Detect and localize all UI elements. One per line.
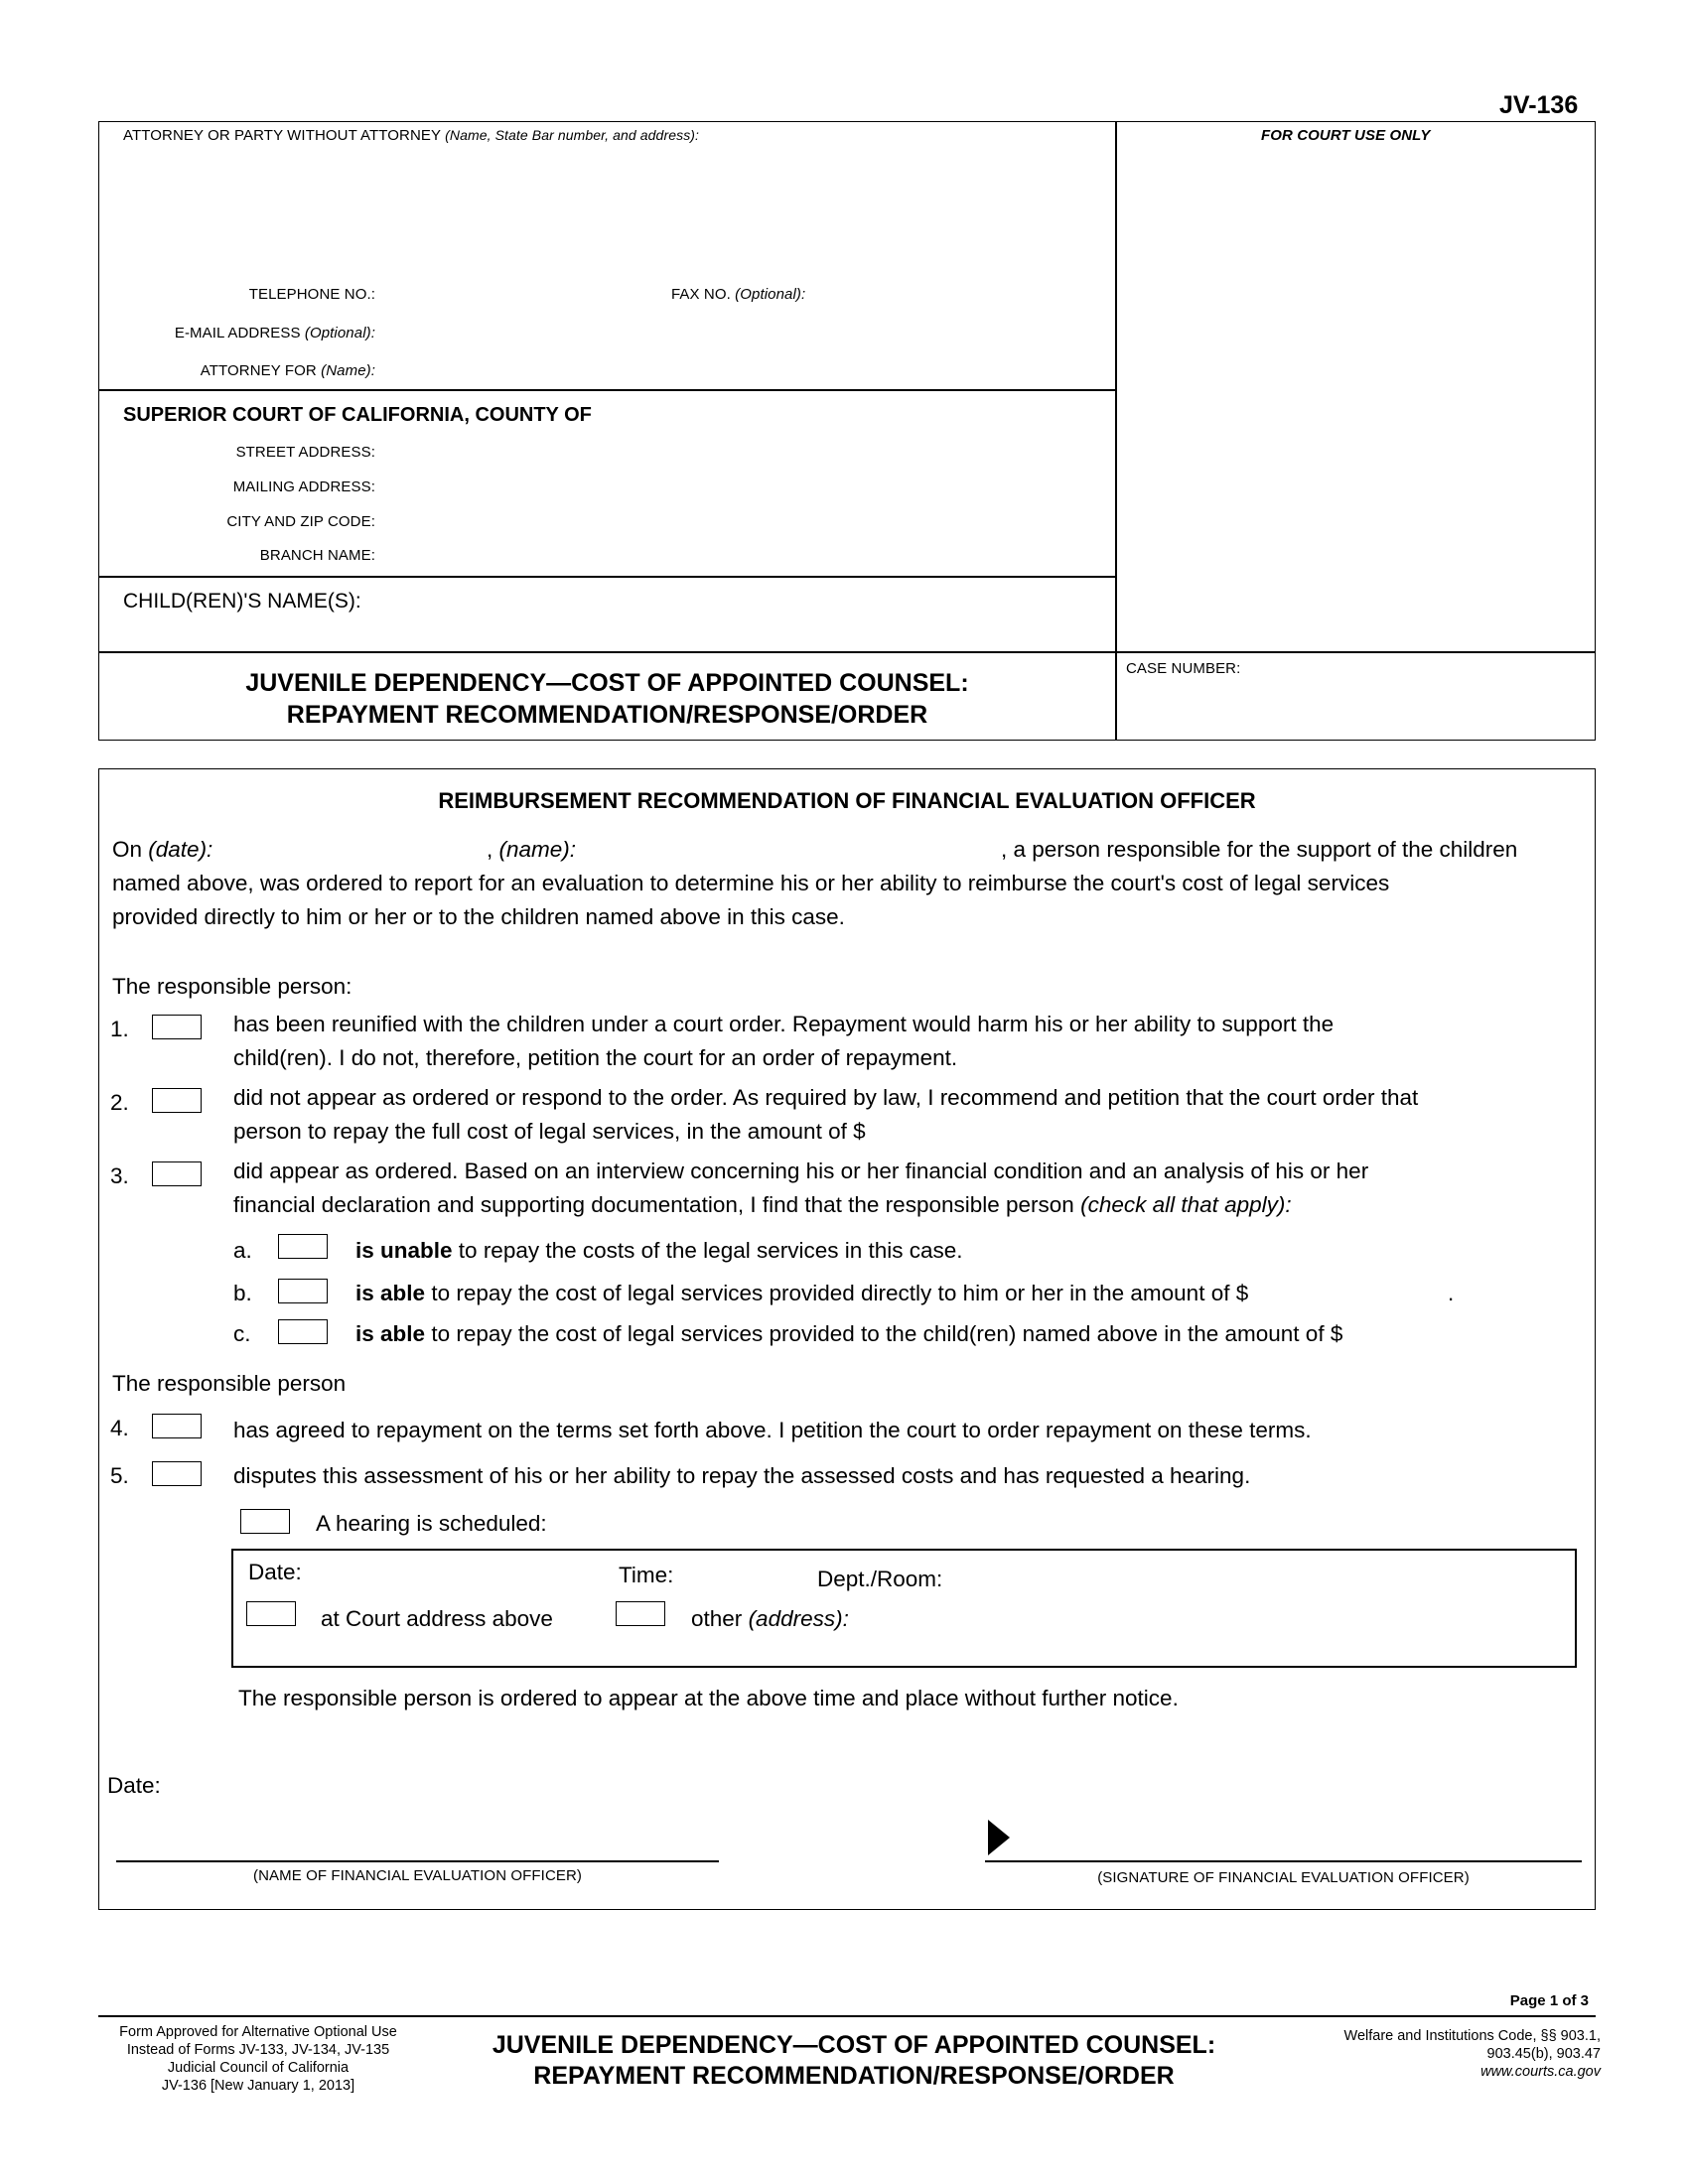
footer-right: Welfare and Institutions Code, §§ 903.1, 903.45(b), 903.47 www.courts.ca.gov — [1241, 2027, 1601, 2081]
item-4-number: 4. — [110, 1416, 129, 1440]
hearing-scheduled-label: A hearing is scheduled: — [316, 1511, 547, 1536]
item-3-checkbox[interactable] — [152, 1161, 202, 1186]
signature-arrow-icon — [988, 1820, 1010, 1855]
responsible-person-label-2: The responsible person — [112, 1371, 347, 1396]
item-4-checkbox[interactable] — [152, 1414, 202, 1438]
item-3-line-1: did appear as ordered. Based on an interview concerning his or her financial condition and an analysis of his or her — [233, 1159, 1369, 1183]
item-3-number: 3. — [110, 1163, 129, 1188]
intro-line-1: On (date): — [112, 837, 213, 862]
hearing-dept-label: Dept./Room: — [817, 1567, 943, 1591]
item-2-line-1: did not appear as ordered or respond to the order. As required by law, I recommend and petition that the court order that — [233, 1085, 1419, 1110]
form-title: JUVENILE DEPENDENCY—COST OF APPOINTED COUNSEL: REPAYMENT RECOMMENDATION/RESPONSE/ORDER — [245, 669, 969, 729]
ordered-notice: The responsible person is ordered to appear at the above time and place without further notice. — [238, 1686, 1179, 1710]
footer-website[interactable]: www.courts.ca.gov — [1480, 2064, 1601, 2080]
item-5-checkbox[interactable] — [152, 1461, 202, 1486]
court-name: SUPERIOR COURT OF CALIFORNIA, COUNTY OF — [123, 404, 592, 426]
caption-frame — [98, 121, 1596, 741]
attorney-for-label: ATTORNEY FOR (Name): — [200, 362, 375, 379]
subitem-b-text: is able to repay the cost of legal services provided directly to him or her in the amount of $ — [355, 1281, 1249, 1305]
intro-name: , (name): — [487, 837, 577, 862]
street-address-label: STREET ADDRESS: — [235, 444, 375, 461]
footer-rule — [98, 2015, 1596, 2017]
section-heading: REIMBURSEMENT RECOMMENDATION OF FINANCIAL EVALUATION OFFICER — [438, 788, 1256, 813]
name-caption: (NAME OF FINANCIAL EVALUATION OFFICER) — [252, 1867, 583, 1884]
subitem-a-text: is unable to repay the costs of the legal services in this case. — [355, 1238, 963, 1263]
item-2-number: 2. — [110, 1090, 129, 1115]
attorney-label: ATTORNEY OR PARTY WITHOUT ATTORNEY (Name, State Bar number, and address): — [123, 127, 700, 144]
hearing-date-label: Date: — [248, 1560, 302, 1584]
subitem-b-tail: . — [1448, 1281, 1455, 1305]
email-label: E-MAIL ADDRESS (Optional): — [174, 325, 375, 341]
name-line — [116, 1860, 719, 1862]
item-3-line-2: financial declaration and supporting documentation, I find that the responsible person (check all that apply): — [233, 1192, 1292, 1217]
other-address-checkbox[interactable] — [616, 1601, 665, 1626]
subitem-a-letter: a. — [233, 1238, 252, 1263]
item-4-text: has agreed to repayment on the terms set forth above. I petition the court to order repayment on these terms. — [233, 1418, 1312, 1442]
court-use-only: FOR COURT USE ONLY — [1261, 127, 1431, 144]
footer-left: Form Approved for Alternative Optional Use Instead of Forms JV-133, JV-134, JV-135 Judicial Council of California JV-136 [New January 1, 2013] — [119, 2024, 397, 2094]
intro-line-2: named above, was ordered to report for an evaluation to determine his or her ability to reimburse the court's cost of legal services — [112, 871, 1390, 895]
form-number: JV-136 — [1499, 91, 1579, 119]
subitem-b-checkbox[interactable] — [278, 1279, 328, 1303]
intro-rest: , a person responsible for the support of the children — [1001, 837, 1518, 862]
signature-line — [985, 1860, 1582, 1862]
court-use-divider — [1115, 121, 1117, 741]
footer-title: JUVENILE DEPENDENCY—COST OF APPOINTED COUNSEL: REPAYMENT RECOMMENDATION/RESPONSE/ORDER — [492, 2031, 1216, 2090]
subitem-b-letter: b. — [233, 1281, 252, 1305]
item-2-line-2: person to repay the full cost of legal services, in the amount of $ — [233, 1119, 866, 1144]
subitem-c-checkbox[interactable] — [278, 1319, 328, 1344]
telephone-label: TELEPHONE NO.: — [248, 286, 375, 303]
attorney-divider — [98, 389, 1116, 391]
other-address-label: other (address): — [691, 1606, 849, 1631]
subitem-c-text: is able to repay the cost of legal services provided to the child(ren) named above in the amount of $ — [355, 1321, 1343, 1346]
court-address-checkbox[interactable] — [246, 1601, 296, 1626]
title-divider — [98, 651, 1596, 653]
fax-label: FAX NO. (Optional): — [671, 286, 806, 303]
court-address-label: at Court address above — [321, 1606, 553, 1631]
signature-caption: (SIGNATURE OF FINANCIAL EVALUATION OFFICER) — [1097, 1869, 1470, 1886]
item-1-line-2: child(ren). I do not, therefore, petition the court for an order of repayment. — [233, 1045, 958, 1070]
court-divider — [98, 576, 1116, 578]
hearing-time-label: Time: — [619, 1563, 674, 1587]
responsible-person-label: The responsible person: — [112, 974, 352, 999]
item-5-number: 5. — [110, 1463, 129, 1488]
subitem-c-letter: c. — [233, 1321, 251, 1346]
page-number: Page 1 of 3 — [1509, 1992, 1589, 2009]
children-names-label: CHILD(REN)'S NAME(S): — [123, 590, 361, 613]
hearing-scheduled-checkbox[interactable] — [240, 1509, 290, 1534]
item-2-checkbox[interactable] — [152, 1088, 202, 1113]
item-5-text: disputes this assessment of his or her ability to repay the assessed costs and has requested a hearing. — [233, 1463, 1251, 1488]
subitem-a-checkbox[interactable] — [278, 1234, 328, 1259]
city-zip-label: CITY AND ZIP CODE: — [226, 513, 375, 530]
signature-date-label: Date: — [107, 1773, 161, 1798]
case-number-label: CASE NUMBER: — [1126, 660, 1241, 677]
item-1-number: 1. — [110, 1017, 129, 1041]
item-1-line-1: has been reunified with the children under a court order. Repayment would harm his or her ability to support the — [233, 1012, 1335, 1036]
branch-name-label: BRANCH NAME: — [259, 547, 375, 564]
mailing-address-label: MAILING ADDRESS: — [232, 478, 375, 495]
item-1-checkbox[interactable] — [152, 1015, 202, 1039]
intro-line-3: provided directly to him or her or to the children named above in this case. — [112, 904, 845, 929]
